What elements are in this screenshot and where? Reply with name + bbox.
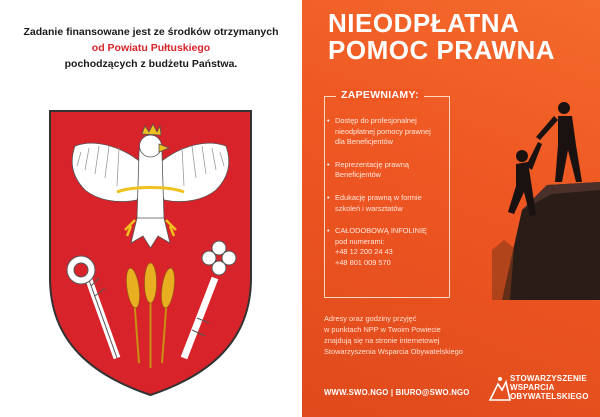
list-item-line: • Reprezentację prawną	[335, 159, 409, 169]
flyer-title	[328, 10, 555, 64]
list-item-line: Beneficjentów	[335, 170, 382, 180]
logo-line: WSPARCIA	[510, 383, 555, 392]
coat-of-arms	[47, 108, 254, 398]
helper-figure-icon	[536, 102, 582, 182]
list-item-line: +48 12 200 24 43	[335, 247, 393, 257]
offer-list	[324, 116, 452, 281]
list-item	[324, 226, 452, 268]
funding-line-1: Zadanie finansowane jest ze środków otrzymanych	[23, 26, 279, 38]
contact-footer[interactable]: WWW.SWO.NGO | BIURO@SWO.NGO	[324, 388, 470, 397]
logo-line: OBYWATELSKIEGO	[510, 392, 589, 401]
title-line-2: POMOC PRAWNA	[328, 35, 555, 65]
list-item-line: • Edukację prawną w formie	[335, 192, 422, 202]
funding-note	[10, 24, 292, 72]
funding-line-2: od Powiatu Pułtuskiego	[91, 42, 211, 54]
list-item-line: pod numerami:	[335, 236, 385, 246]
title-line-1: NIEODPŁATNA	[328, 8, 520, 38]
list-item-line: • Dostęp do profesjonalnej	[335, 116, 417, 125]
list-item-line: szkoleń i warsztatów	[335, 203, 403, 213]
list-item	[324, 160, 452, 181]
list-item	[324, 193, 452, 214]
logo-line: STOWARZYSZENIE	[510, 374, 587, 383]
list-item	[324, 116, 452, 148]
info-text	[324, 313, 524, 357]
list-item-line: nieodpłatnej pomocy prawnej	[335, 126, 431, 136]
logo-text	[510, 374, 589, 401]
list-item-line: +48 801 009 570	[335, 257, 391, 267]
list-item-line: dla Beneficjentów	[335, 137, 393, 147]
list-item-line: • CAŁODOBOWĄ INFOLINIĘ	[335, 226, 427, 236]
info-line: w punktach NPP w Twoim Powiecie	[324, 325, 441, 334]
climbers-illustration	[492, 90, 600, 300]
info-line: Adresy oraz godziny przyjęć	[324, 314, 417, 323]
funding-line-3: pochodzących z budżetu Państwa.	[64, 58, 238, 70]
right-panel	[302, 0, 600, 417]
info-line: znajdują się na stronie internetowej	[324, 336, 440, 345]
offer-box-heading: ZAPEWNIAMY:	[336, 89, 424, 101]
info-line: Stowarzyszenia Wsparcia Obywatelskiego	[324, 347, 463, 356]
